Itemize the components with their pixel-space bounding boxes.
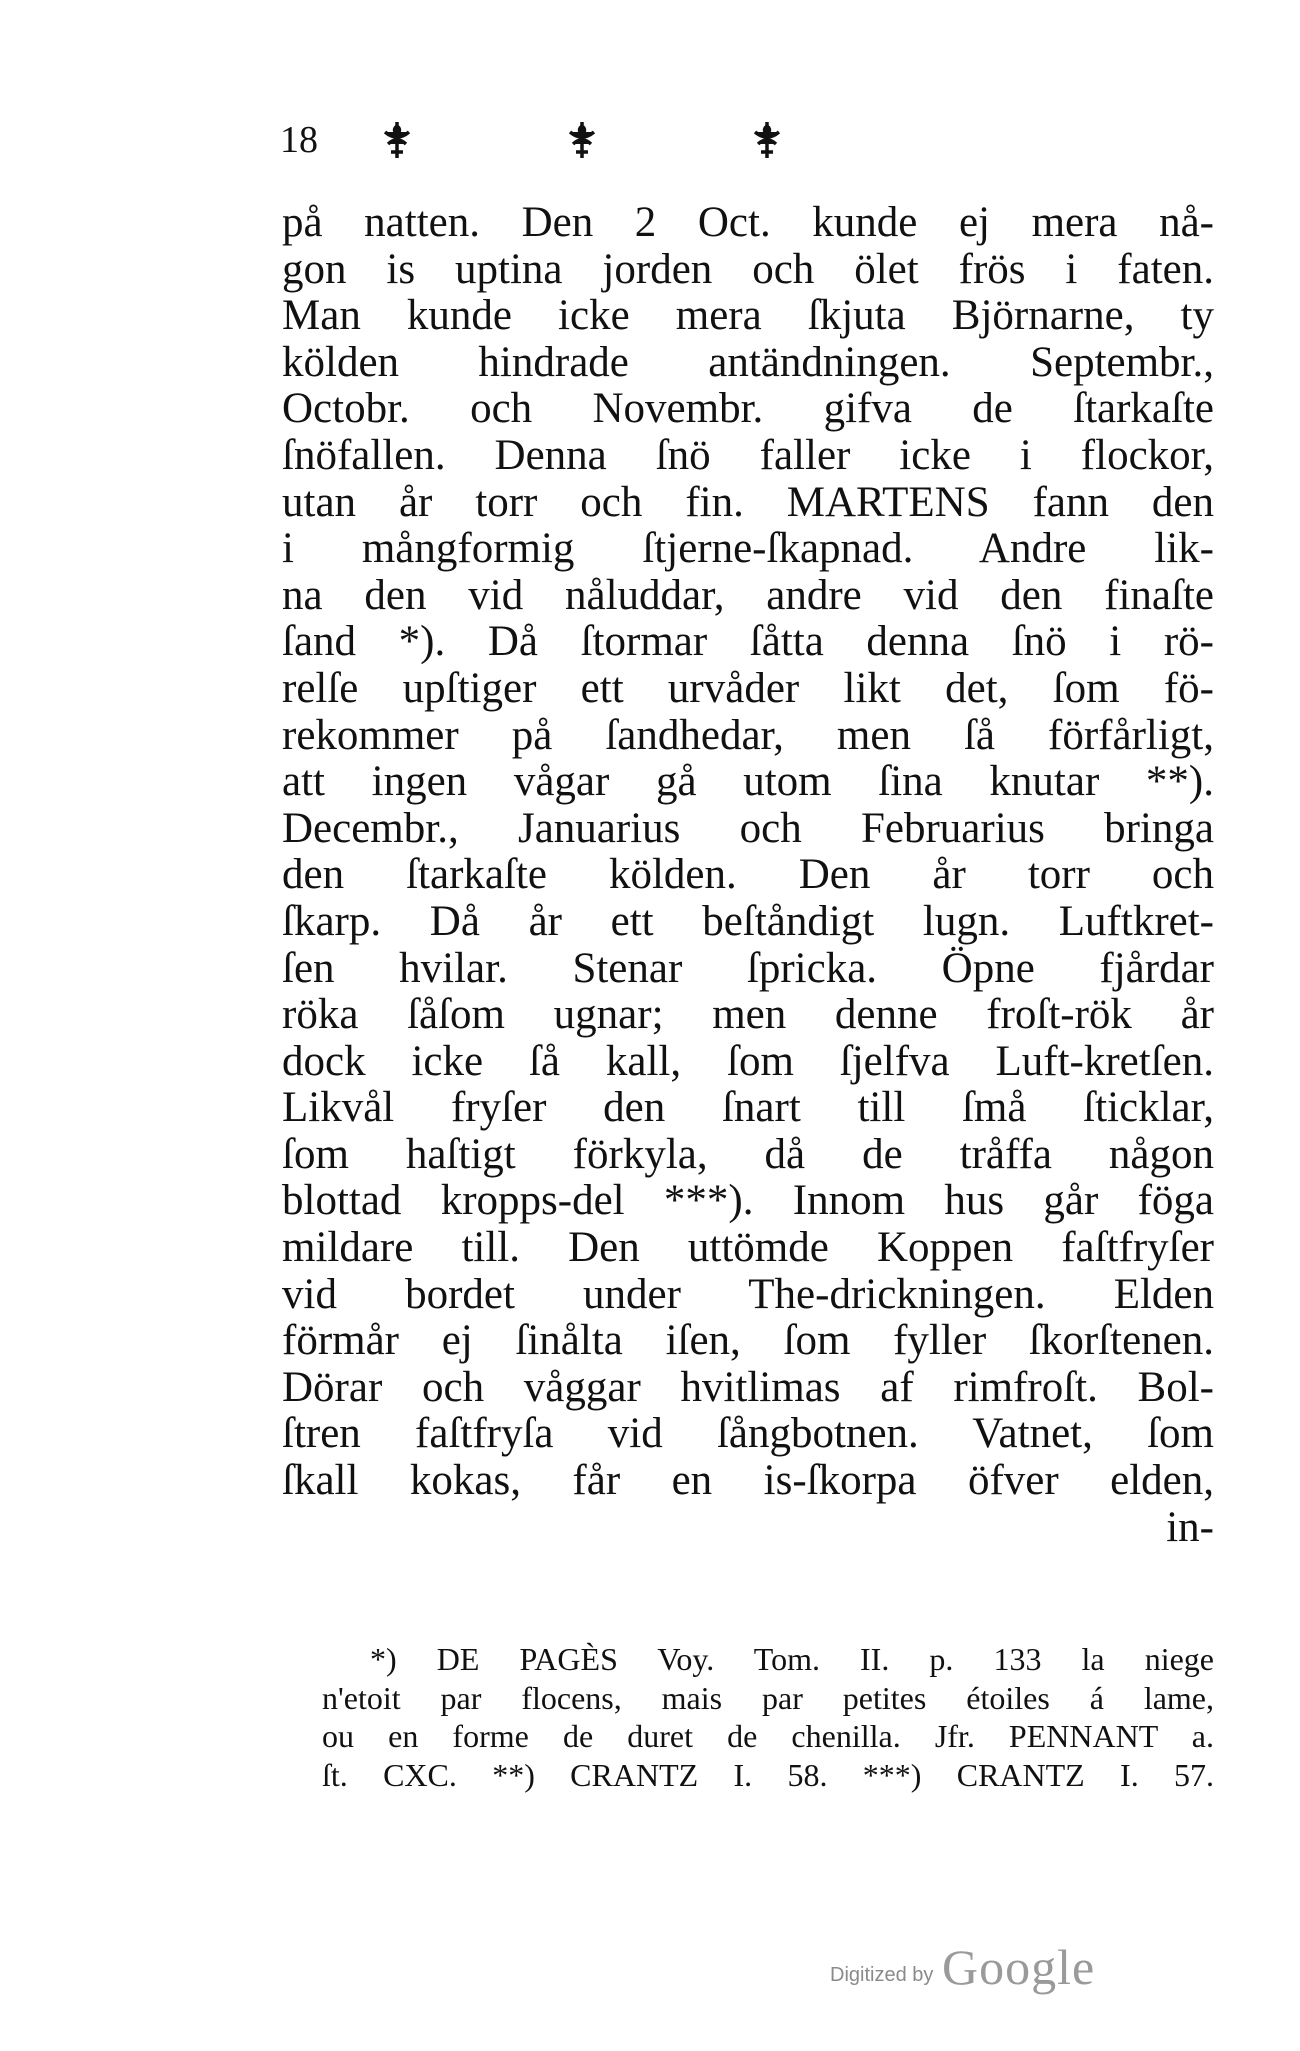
text-line: i mångformig ſtjerne-ſkapnad. Andre lik- — [282, 525, 1214, 573]
text-line: utan år torr och fin. MARTENS fann den — [282, 478, 1214, 526]
footnote-line: n'etoit par flocens, mais par petites étoiles á lame, — [322, 1679, 1214, 1716]
footnotes — [322, 1640, 1214, 1794]
text-line: Man kunde icke mera ſkjuta Björnarne, ty — [282, 292, 1214, 340]
text-line: ſom haſtigt förkyla, då de tråffa någon — [282, 1130, 1214, 1178]
main-text — [282, 200, 1214, 1551]
watermark-prefix: Digitized by — [830, 1964, 934, 1986]
text-line: ſkall kokas, får en is-ſkorpa öfver elden, — [282, 1457, 1214, 1505]
text-line: ſen hvilar. Stenar ſpricka. Öpne fjårdar — [282, 944, 1214, 992]
text-line: den ſtarkaſte kölden. Den år torr och — [282, 851, 1214, 899]
text-line: röka ſåſom ugnar; men denne froſt-rök år — [282, 991, 1214, 1039]
text-line: relſe upſtiger ett urvåder likt det, ſom fö- — [282, 664, 1214, 712]
text-line: förmår ej ſinålta iſen, ſom fyller ſkorſtenen. — [282, 1317, 1214, 1365]
text-line: mildare till. Den uttömde Koppen faſtfryſer — [282, 1224, 1214, 1272]
text-line: na den vid nåluddar, andre vid den finaſte — [282, 571, 1214, 619]
text-line: Likvål fryſer den ſnart till ſmå ſticklar, — [282, 1084, 1214, 1132]
text-line: rekommer på ſandhedar, men ſå förfårligt, — [282, 711, 1214, 759]
text-line: på natten. Den 2 Oct. kunde ej mera nå- — [282, 199, 1214, 246]
fleuron-icon — [750, 120, 784, 160]
running-header — [280, 118, 1020, 168]
digitization-watermark — [830, 1938, 1110, 1998]
text-line: dock icke ſå kall, ſom ſjelfva Luft-kretſen. — [282, 1037, 1214, 1085]
text-line: kölden hindrade antändningen. Septembr., — [282, 338, 1214, 386]
google-logo: Google — [942, 1939, 1096, 1995]
text-line: Octobr. och Novembr. gifva de ſtarkaſte — [282, 385, 1214, 433]
page-number: 18 — [280, 119, 318, 161]
footnote-line: ou en forme de duret de chenilla. Jfr. PENNANT a. — [322, 1718, 1214, 1754]
text-line: vid bordet under The-drickningen. Elden — [282, 1270, 1214, 1318]
text-line: ſkarp. Då år ett beſtåndigt lugn. Luftkret- — [282, 897, 1214, 945]
text-line: blottad kropps-del ***). Innom hus går föga — [282, 1177, 1214, 1225]
text-line: ſand *). Då ſtormar ſåtta denna ſnö i rö- — [282, 618, 1214, 666]
text-line: gon is uptina jorden och ölet frös i faten. — [282, 245, 1214, 293]
text-line: Decembr., Januarius och Februarius bringa — [282, 804, 1214, 852]
fleuron-icon — [565, 120, 599, 160]
text-line: ſtren faſtfryſa vid ſångbotnen. Vatnet, ſom — [282, 1410, 1214, 1458]
text-line: att ingen vågar gå utom ſina knutar **). — [282, 758, 1214, 806]
footnote-line: ſt. CXC. **) CRANTZ I. 58. ***) CRANTZ I. 57. — [322, 1756, 1214, 1793]
text-line: ſnöfallen. Denna ſnö faller icke i flockor, — [282, 431, 1214, 479]
catchword: in- — [1166, 1503, 1214, 1551]
footnote-line: *) DE PAGÈS Voy. Tom. II. p. 133 la niege — [370, 1641, 1214, 1677]
text-line: Dörar och våggar hvitlimas af rimfroſt. Bol- — [282, 1363, 1214, 1411]
fleuron-icon — [380, 120, 414, 160]
